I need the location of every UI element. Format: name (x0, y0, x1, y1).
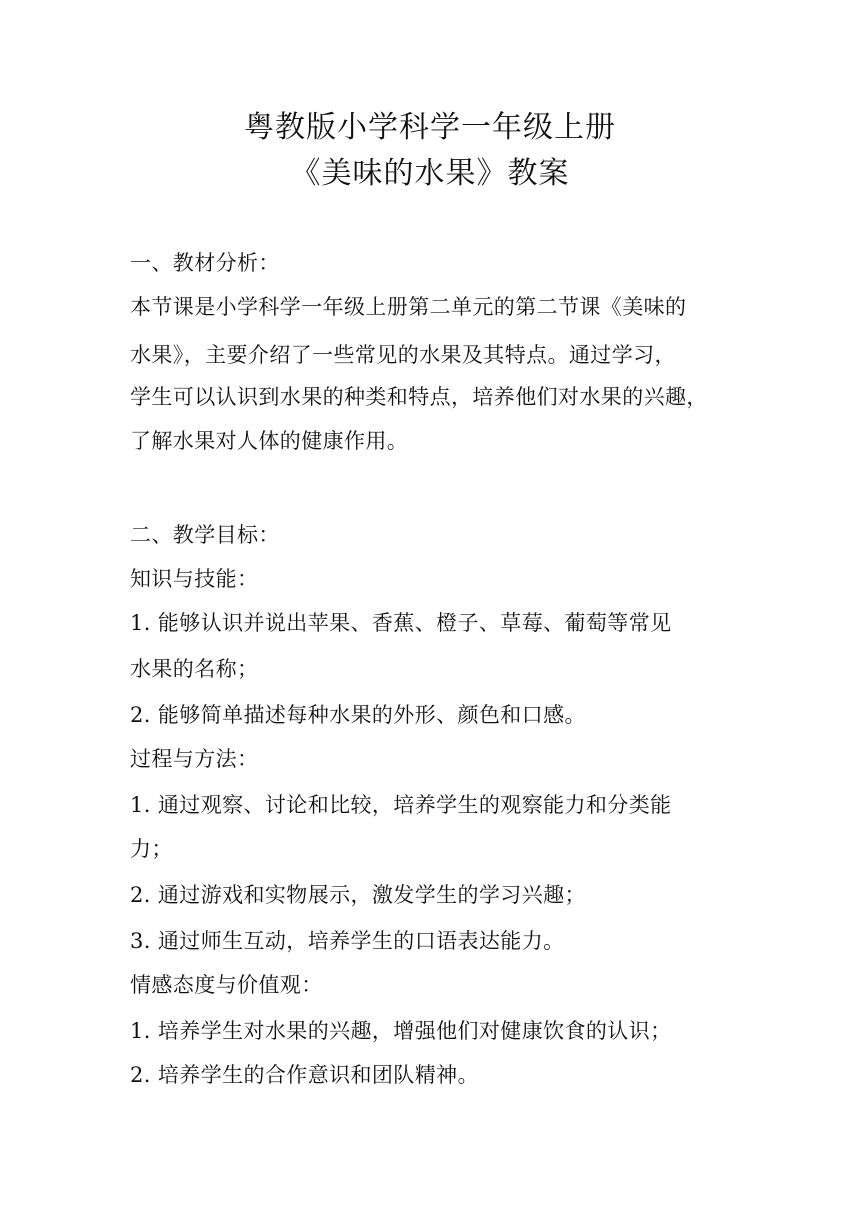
knowledge-item: 2. 能够简单描述每种水果的外形、颜色和口感。 (130, 703, 586, 727)
process-item: 力； (130, 837, 173, 861)
knowledge-item: 1. 能够认识并说出苹果、香蕉、橙子、草莓、葡萄等常见 (130, 611, 672, 635)
process-heading: 过程与方法： (130, 747, 259, 771)
section1-paragraph-line: 水果》，主要介绍了一些常见的水果及其特点。通过学习， (130, 343, 676, 367)
section1-paragraph-line: 了解水果对人体的健康作用。 (130, 429, 409, 453)
emotion-heading: 情感态度与价值观： (130, 973, 323, 997)
knowledge-heading: 知识与技能： (130, 567, 259, 591)
section1-heading: 一、教材分析： (130, 251, 280, 275)
emotion-item: 1. 培养学生对水果的兴趣，增强他们对健康饮食的认识； (130, 1019, 672, 1043)
process-item: 3. 通过师生互动，培养学生的口语表达能力。 (130, 929, 565, 953)
section1-paragraph-line: 学生可以认识到水果的种类和特点，培养他们对水果的兴趣， (130, 385, 708, 409)
section1-paragraph-line: 本节课是小学科学一年级上册第二单元的第二节课《美味的 (130, 295, 687, 319)
knowledge-item: 水果的名称； (130, 657, 259, 681)
process-item: 2. 通过游戏和实物展示，激发学生的学习兴趣； (130, 883, 586, 907)
emotion-item: 2. 培养学生的合作意识和团队精神。 (130, 1063, 479, 1087)
process-item: 1. 通过观察、讨论和比较，培养学生的观察能力和分类能 (130, 793, 672, 817)
document-title-line1: 粤教版小学科学一年级上册 (244, 110, 616, 145)
document-title-line2: 《美味的水果》教案 (290, 156, 570, 191)
section2-heading: 二、教学目标： (130, 523, 280, 547)
